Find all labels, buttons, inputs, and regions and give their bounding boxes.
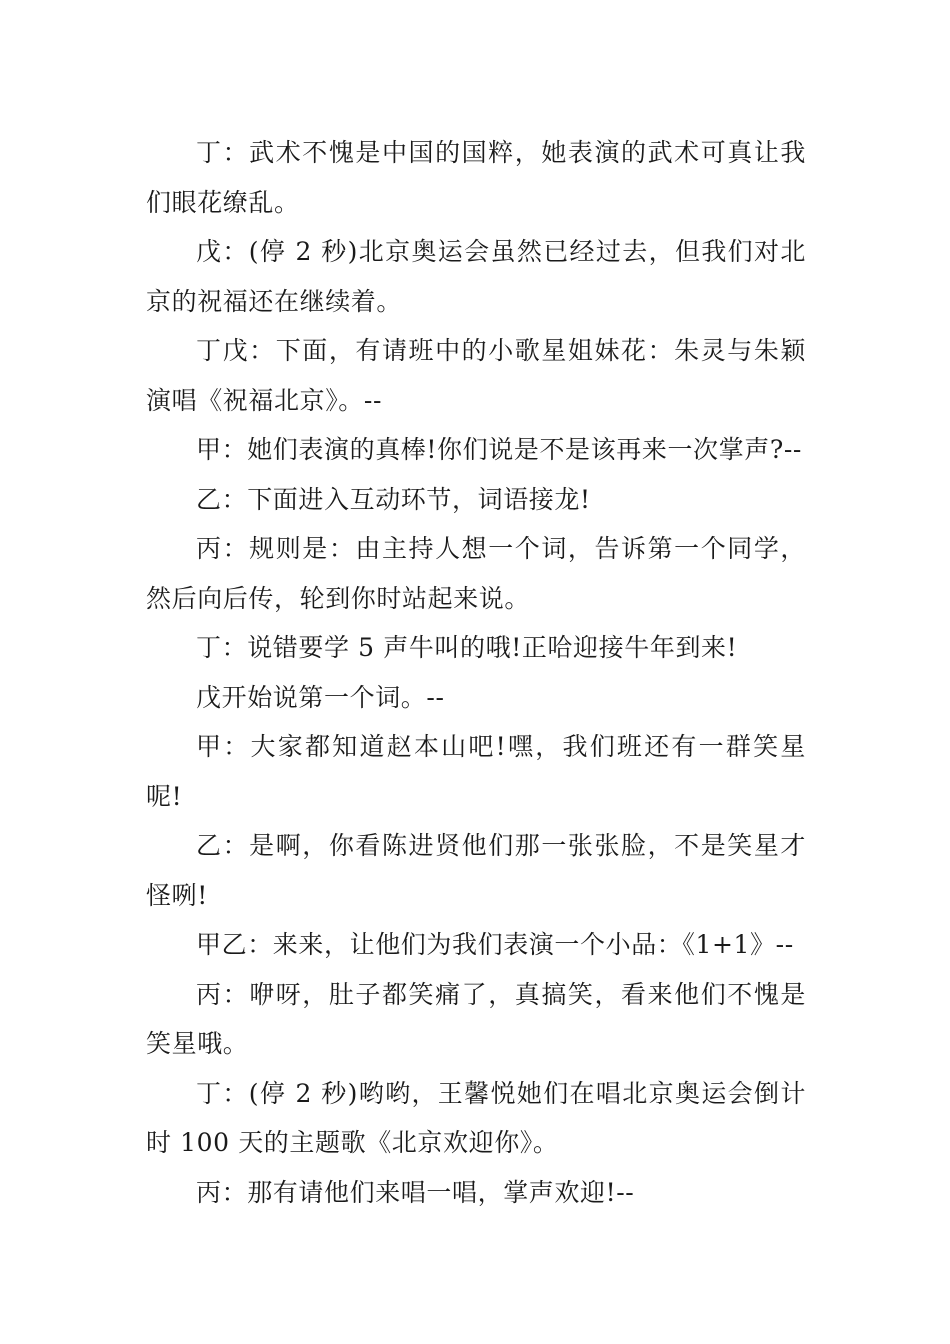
paragraph: 乙：下面进入互动环节，词语接龙! bbox=[196, 484, 591, 514]
paragraph: 丁：(停 2 秒)哟哟，王馨悦她们在唱北京奥运会倒计时 100 天的主题歌《北京欢迎你》。 bbox=[146, 1078, 806, 1157]
paragraph: 丙：咿呀，肚子都笑痛了，真搞笑，看来他们不愧是笑星哦。 bbox=[146, 979, 806, 1058]
paragraph: 甲：她们表演的真棒!你们说是不是该再来一次掌声?-- bbox=[196, 435, 802, 464]
paragraph: 戊：(停 2 秒)北京奥运会虽然已经过去，但我们对北京的祝福还在继续着。 bbox=[146, 237, 806, 316]
paragraph: 丁：武术不愧是中国的国粹，她表演的武术可真让我们眼花缭乱。 bbox=[146, 138, 806, 217]
document-body bbox=[146, 128, 806, 1217]
paragraph: 甲乙：来来，让他们为我们表演一个小品：《1+1》-- bbox=[196, 930, 794, 959]
paragraph: 乙：是啊，你看陈进贤他们那一张张脸，不是笑星才怪咧! bbox=[146, 831, 806, 910]
paragraph: 丙：那有请他们来唱一唱，掌声欢迎!-- bbox=[196, 1177, 635, 1207]
paragraph: 戊开始说第一个词。-- bbox=[196, 682, 445, 712]
paragraph: 甲：大家都知道赵本山吧!嘿，我们班还有一群笑星呢! bbox=[146, 732, 806, 811]
paragraph: 丁：说错要学 5 声牛叫的哦!正哈迎接牛年到来! bbox=[196, 633, 738, 662]
paragraph: 丙：规则是：由主持人想一个词，告诉第一个同学，然后向后传，轮到你时站起来说。 bbox=[146, 534, 806, 613]
paragraph: 丁戊：下面，有请班中的小歌星姐妹花：朱灵与朱颖演唱《祝福北京》。-- bbox=[146, 336, 806, 415]
